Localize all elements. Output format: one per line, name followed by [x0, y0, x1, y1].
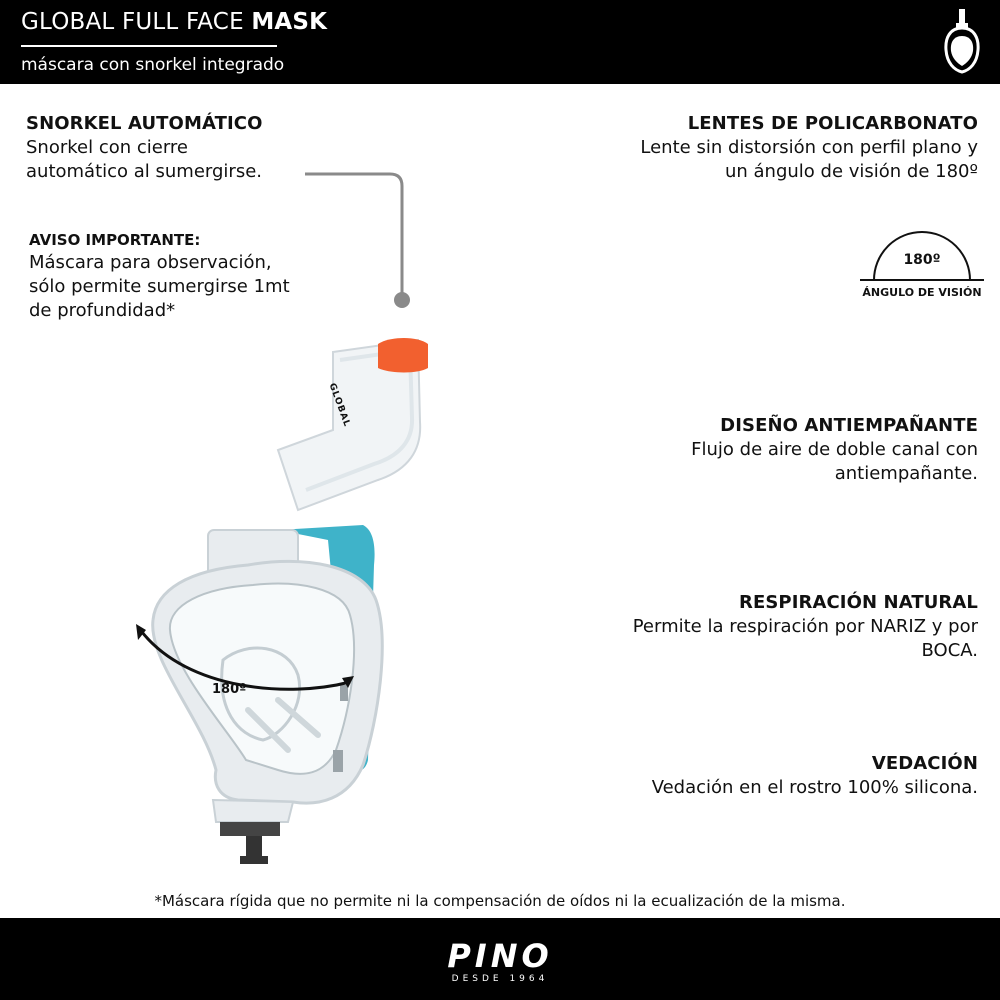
product-subtitle: máscara con snorkel integrado	[21, 55, 285, 75]
vision-angle-badge	[860, 228, 984, 304]
feature-lenses-heading: LENTES DE POLICARBONATO	[687, 113, 978, 134]
header-rule	[21, 45, 277, 47]
footnote: *Máscara rígida que no permite ni la compensación de oídos ni la ecualización de la misma.	[154, 892, 846, 910]
brand-tagline: DESDE 1964	[451, 974, 549, 984]
feature-antifog-heading: DISEÑO ANTIEMPAÑANTE	[720, 415, 978, 436]
header-bar	[0, 0, 1000, 84]
brand-logo: PINO	[447, 937, 553, 975]
full-face-mask-icon	[944, 8, 980, 74]
snorkel-leader-line	[300, 168, 420, 308]
mask-angle-label: 180º	[212, 682, 247, 697]
vision-degrees: 180º	[903, 252, 941, 268]
snorkel-brand-mark: GLOBAL	[326, 382, 352, 429]
title-bold: MASK	[251, 9, 328, 35]
feature-breathing-line2: BOCA.	[921, 640, 978, 661]
important-notice	[29, 229, 290, 323]
feature-snorkel	[26, 112, 262, 184]
notice-heading: AVISO IMPORTANTE:	[29, 231, 201, 249]
feature-snorkel-heading: SNORKEL AUTOMÁTICO	[26, 113, 263, 134]
vision-caption: ÁNGULO DE VISIÓN	[862, 286, 982, 299]
feature-antifog	[691, 414, 978, 486]
feature-breathing	[633, 591, 978, 663]
feature-lenses	[640, 112, 978, 184]
feature-lenses-line2: un ángulo de visión de 180º	[724, 161, 978, 182]
feature-breathing-line1: Permite la respiración por NARIZ y por	[632, 616, 978, 637]
feature-antifog-line2: antiempañante.	[834, 463, 978, 484]
feature-snorkel-line1: Snorkel con cierre	[26, 137, 188, 158]
full-face-mask-product-image	[128, 330, 448, 870]
footer-bar	[0, 918, 1000, 1000]
title-main: GLOBAL FULL FACE	[21, 9, 252, 35]
notice-text: Máscara para observación, sólo permite sumergirse 1mt de profundidad*	[29, 252, 290, 321]
feature-breathing-heading: RESPIRACIÓN NATURAL	[739, 592, 978, 613]
feature-seal-line1: Vedación en el rostro 100% silicona.	[651, 777, 978, 798]
feature-seal	[652, 752, 978, 800]
feature-seal-heading: VEDACIÓN	[871, 753, 978, 774]
product-title	[21, 9, 327, 35]
feature-snorkel-line2: automático al sumergirse.	[26, 161, 262, 182]
feature-lenses-line1: Lente sin distorsión con perfil plano y	[640, 137, 978, 158]
feature-antifog-line1: Flujo de aire de doble canal con	[691, 439, 978, 460]
